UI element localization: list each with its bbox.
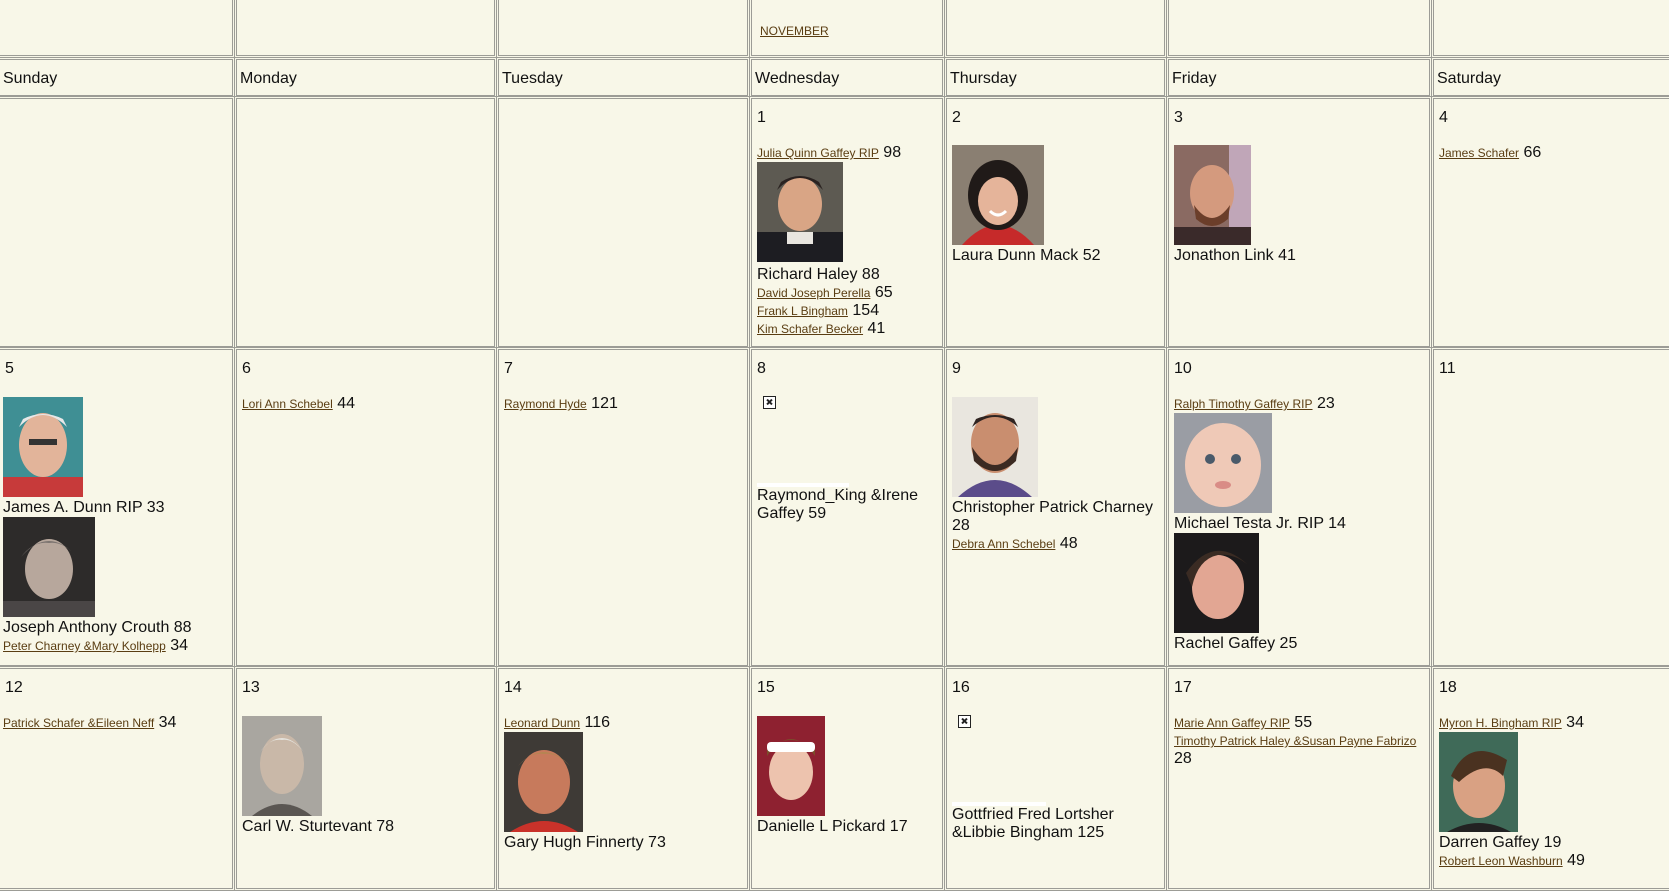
day-number: 10 xyxy=(1174,360,1192,377)
broken-image-icon xyxy=(763,396,776,409)
years-count: 65 xyxy=(874,284,893,301)
day-number: 18 xyxy=(1439,679,1457,696)
weekday-label: Saturday xyxy=(1437,70,1502,87)
years-count: 34 xyxy=(158,714,177,731)
broken-image-icon xyxy=(958,715,971,728)
years-count: 34 xyxy=(1566,714,1584,731)
day-number: 7 xyxy=(504,360,513,377)
years-count: 41 xyxy=(867,320,886,337)
weekday-header-thursday xyxy=(944,57,1167,98)
day-cell-3 xyxy=(1166,96,1432,349)
top-cell-monday xyxy=(234,0,497,58)
person-link[interactable]: Myron H. Bingham RIP xyxy=(1439,716,1562,730)
weekday-header-sunday xyxy=(0,57,235,98)
day-cell-13 xyxy=(234,666,497,891)
person-caption: Joseph Anthony Crouth 88 xyxy=(3,619,192,636)
top-cell-tuesday xyxy=(496,0,750,58)
person-caption: Michael Testa Jr. RIP 14 xyxy=(1174,515,1346,532)
person-link[interactable]: Kim Schafer Becker xyxy=(757,322,864,336)
person-link[interactable]: David Joseph Perella xyxy=(757,286,871,300)
month-link-november[interactable]: NOVEMBER xyxy=(760,24,829,38)
day-number: 1 xyxy=(757,109,766,126)
person-photo xyxy=(3,517,95,617)
day-cell-4 xyxy=(1431,96,1669,349)
person-caption: Darren Gaffey 19 xyxy=(1439,834,1562,851)
person-caption: James A. Dunn RIP 33 xyxy=(3,499,165,516)
years-count: 23 xyxy=(1316,395,1335,412)
person-link[interactable]: Robert Leon Washburn xyxy=(1439,854,1563,868)
person-photo xyxy=(952,145,1044,245)
person-photo xyxy=(1174,145,1251,245)
day-cell-14 xyxy=(496,666,750,891)
day-cell-8 xyxy=(749,347,945,668)
person-photo xyxy=(504,732,583,832)
person-photo xyxy=(757,162,843,262)
person-photo xyxy=(242,716,322,816)
person-photo xyxy=(952,397,1038,497)
weekday-label: Thursday xyxy=(950,70,1017,87)
top-cell-sunday xyxy=(0,0,235,58)
person-link[interactable]: Marie Ann Gaffey RIP xyxy=(1174,716,1290,730)
person-caption: Gottfried Fred Lortsher &Libbie Bingham 125 xyxy=(952,806,1114,841)
top-cell-friday xyxy=(1166,0,1432,58)
years-count: 98 xyxy=(883,144,902,161)
day-cell-10 xyxy=(1166,347,1432,668)
day-number: 2 xyxy=(952,109,961,126)
day-cell-18 xyxy=(1431,666,1669,891)
weekday-header-monday xyxy=(234,57,497,98)
day-number: 16 xyxy=(952,679,970,696)
day-number: 13 xyxy=(242,679,260,696)
day-cell-empty xyxy=(0,96,235,349)
person-link[interactable]: Debra Ann Schebel xyxy=(952,537,1056,551)
day-number: 11 xyxy=(1439,360,1456,377)
person-link[interactable]: Patrick Schafer &Eileen Neff xyxy=(3,716,155,730)
top-cell-saturday xyxy=(1431,0,1669,58)
day-number: 14 xyxy=(504,679,522,696)
day-cell-1 xyxy=(749,96,945,349)
years-count: 121 xyxy=(591,395,618,412)
weekday-label: Monday xyxy=(240,70,297,87)
day-cell-7 xyxy=(496,347,750,668)
person-photo xyxy=(3,397,83,497)
day-cell-15 xyxy=(749,666,945,891)
day-cell-16 xyxy=(944,666,1167,891)
person-link[interactable]: Julia Quinn Gaffey RIP xyxy=(757,146,879,160)
person-link[interactable]: Frank L Bingham xyxy=(757,304,848,318)
day-number: 8 xyxy=(757,360,766,377)
weekday-header-wednesday xyxy=(749,57,945,98)
weekday-header-saturday xyxy=(1431,57,1669,98)
weekday-label: Tuesday xyxy=(502,70,563,87)
day-number: 3 xyxy=(1174,109,1183,126)
person-caption: Carl W. Sturtevant 78 xyxy=(242,818,395,835)
day-cell-12 xyxy=(0,666,235,891)
day-cell-2 xyxy=(944,96,1167,349)
person-link[interactable]: Leonard Dunn xyxy=(504,716,581,730)
person-caption: Richard Haley 88 xyxy=(757,266,880,283)
weekday-label: Friday xyxy=(1172,70,1217,87)
day-cell-empty xyxy=(234,96,497,349)
years-count: 48 xyxy=(1059,535,1078,552)
person-photo xyxy=(1174,413,1272,513)
day-cell-11 xyxy=(1431,347,1669,668)
person-caption: Jonathon Link 41 xyxy=(1174,247,1296,264)
day-number: 12 xyxy=(5,679,23,696)
day-number: 6 xyxy=(242,360,251,377)
person-link[interactable]: Peter Charney &Mary Kolhepp xyxy=(3,639,166,653)
person-caption: Rachel Gaffey 25 xyxy=(1174,635,1298,652)
weekday-header-friday xyxy=(1166,57,1432,98)
day-cell-6 xyxy=(234,347,497,668)
person-caption: Gary Hugh Finnerty 73 xyxy=(504,834,666,851)
years-count: 116 xyxy=(584,714,611,731)
person-link[interactable]: Lori Ann Schebel xyxy=(242,397,333,411)
day-cell-9 xyxy=(944,347,1167,668)
day-cell-5 xyxy=(0,347,235,668)
person-caption: Laura Dunn Mack 52 xyxy=(952,247,1101,264)
top-cell-thursday xyxy=(944,0,1167,58)
day-number: 4 xyxy=(1439,109,1448,126)
person-photo xyxy=(757,716,825,816)
person-caption: Christopher Patrick Charney 28 xyxy=(952,499,1153,534)
person-link[interactable]: Raymond Hyde xyxy=(504,397,587,411)
weekday-label: Sunday xyxy=(3,70,58,87)
person-caption: Danielle L Pickard 17 xyxy=(757,818,908,835)
day-cell-empty xyxy=(496,96,750,349)
years-count: 49 xyxy=(1567,852,1585,869)
person-link[interactable]: Ralph Timothy Gaffey RIP xyxy=(1174,397,1313,411)
weekday-label: Wednesday xyxy=(755,70,840,87)
person-photo xyxy=(1439,732,1518,832)
weekday-header-tuesday xyxy=(496,57,750,98)
person-caption: Raymond_King &Irene Gaffey 59 xyxy=(757,487,918,522)
years-count: 154 xyxy=(852,302,880,319)
years-count: 66 xyxy=(1523,144,1542,161)
day-number: 9 xyxy=(952,360,961,377)
years-count: 28 xyxy=(1174,750,1192,767)
years-count: 34 xyxy=(170,637,188,654)
person-photo xyxy=(1174,533,1259,633)
day-number: 5 xyxy=(5,360,14,377)
top-cell-wednesday xyxy=(749,0,945,58)
person-link[interactable]: James Schafer xyxy=(1439,146,1520,160)
day-number: 15 xyxy=(757,679,775,696)
day-cell-17 xyxy=(1166,666,1432,891)
person-link[interactable]: Timothy Patrick Haley &Susan Payne Fabrizo xyxy=(1174,734,1417,748)
years-count: 55 xyxy=(1294,714,1313,731)
day-number: 17 xyxy=(1174,679,1192,696)
years-count: 44 xyxy=(337,395,355,412)
